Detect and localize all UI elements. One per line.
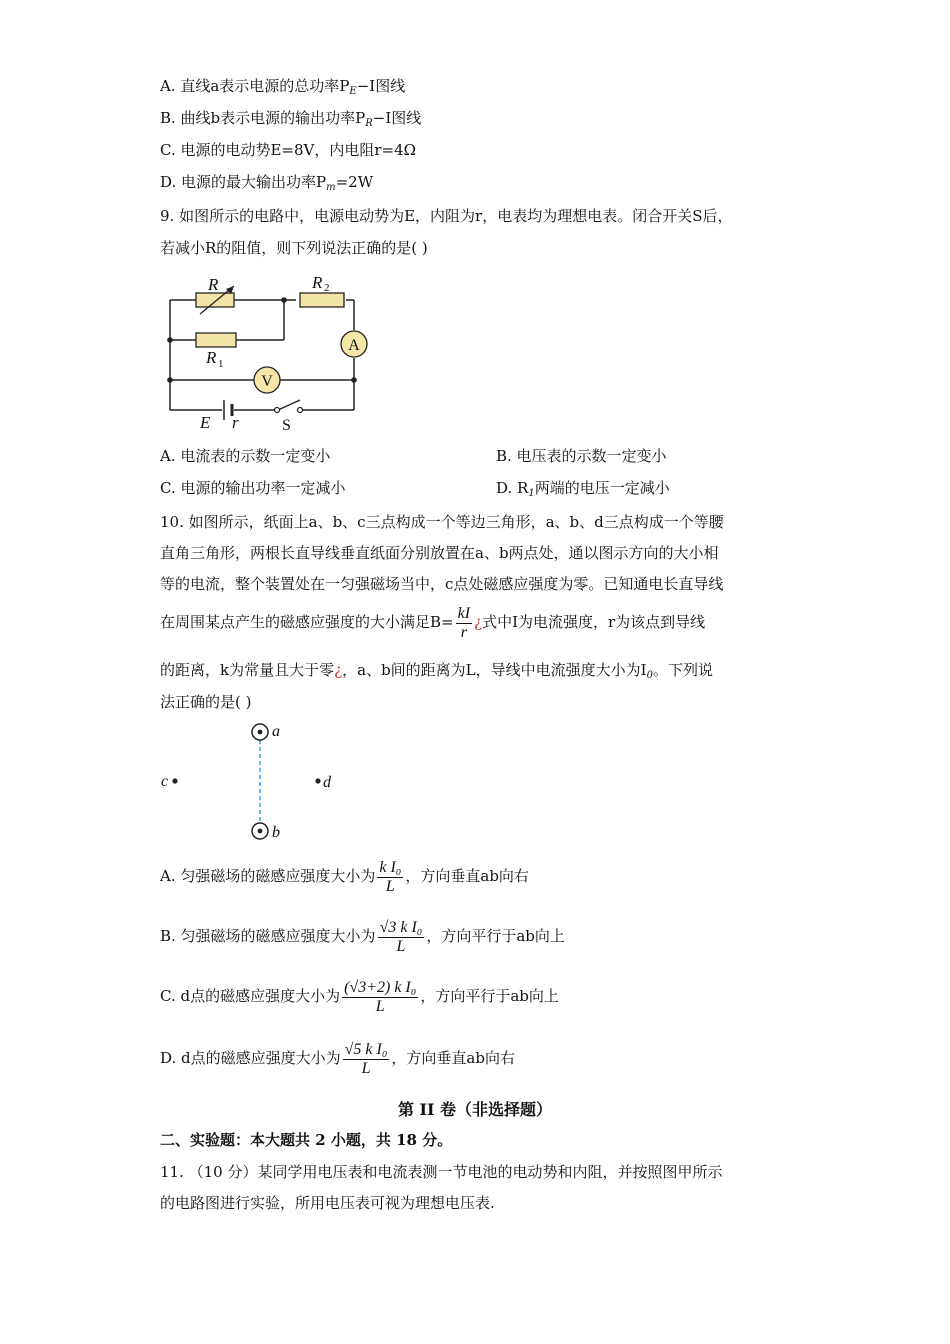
q9-option-d-pre: D. R [496,479,529,497]
q9-stem-line1: 9. 如图所示的电路中，电源电动势为E，内阻为r，电表均为理想电表。闭合开关S后， [160,207,733,225]
q10-line5-pre: 的距离，k为常量且大于零 [160,661,335,679]
q8-option-b-text: B. 曲线b表示电源的输出功率P [160,109,366,127]
q10-line5-sub: 0 [646,670,653,681]
q10-wire-diagram [160,718,360,848]
q10-option-b-pre: B. 匀强磁场的磁感应强度大小为 [160,927,376,945]
q8-option-b-tail: −I图线 [372,109,422,127]
q8-option-b [160,108,421,134]
point-d [315,778,320,783]
q9-circuit-diagram [160,268,370,433]
formula-denominator: r [460,623,467,641]
label-r1: R [206,348,217,367]
q10-stem-line5 [160,660,713,686]
q9-stem-line2: 若减小R的阻值，则下列说法正确的是( ) [160,239,428,257]
q10-option-b-denominator: L [396,937,406,955]
q10-option-a-fraction [377,859,403,896]
q10-option-a [160,852,529,900]
q11-stem-line2: 的电路图进行实验，所用电压表可视为理想电压表. [160,1194,495,1212]
q9-option-d-tail: 两端的电压一定减小 [534,479,670,497]
q10-line4-tail: 式中I为电流强度，r为该点到导线 [482,613,706,631]
label-r-internal: r [232,413,239,432]
q10-option-c-fraction [342,979,418,1016]
q8-option-a-tail: −I图线 [356,77,406,95]
q10-option-a-tail: ，方向垂直ab向右 [405,867,529,885]
q9-option-d-sub: 1 [528,488,535,499]
q8-option-d [160,172,373,198]
q10-option-c-tail: ，方向平行于ab向上 [420,987,559,1005]
resistor-r1 [196,333,236,347]
q10-line5-odd-glyph: ¿ [334,661,343,679]
q9-option-c: C. 电源的输出功率一定减小 [160,479,346,497]
resistor-r2 [300,293,344,307]
q10-option-b [160,912,565,960]
q11-stem-line1: 11. （10 分）某同学用电压表和电流表测一节电池的电动势和内阻，并按照图甲所示 [160,1163,723,1181]
q8-option-d-sub: m [326,182,336,193]
q8-option-a [160,76,405,102]
label-s: S [282,417,291,433]
q10-line4-odd-glyph: ¿ [474,613,483,631]
q8-option-b-sub: R [365,118,373,129]
q10-stem-line4 [160,604,705,642]
q10-option-c-denominator: L [375,997,385,1015]
q10-option-c-numerator: (√3+2) k I₀ [344,978,417,996]
q10-option-d-denominator: L [361,1059,371,1077]
q10-option-a-numerator: k I₀ [379,858,402,876]
label-r1-sub: 1 [218,358,224,370]
label-r2-sub: 2 [324,282,330,294]
q10-option-b-fraction [378,919,425,956]
q10-option-d-fraction [343,1041,390,1078]
label-r: R [208,275,219,294]
ammeter-label: A [348,337,360,354]
q10-option-d-numerator: √5 k I₀ [344,1040,388,1058]
point-c [172,778,177,783]
label-c: c [161,773,169,790]
q8-option-c-text: C. 电源的电动势E=8V，内电阻r=4Ω [160,141,417,159]
q10-stem-line3: 等的电流，整个装置处在一匀强磁场当中，c点处磁感应强度为零。已知通电长直导线 [160,575,724,593]
q8-option-d-text: D. 电源的最大输出功率P [160,173,327,191]
q10-option-d-tail: ，方向垂直ab向右 [391,1049,515,1067]
q10-option-c-pre: C. d点的磁感应强度大小为 [160,987,341,1005]
label-d: d [323,774,331,791]
q9-option-a: A. 电流表的示数一定变小 [160,447,331,465]
q10-line4-pre: 在周围某点产生的磁感应强度的大小满足B= [160,613,454,631]
q10-option-c [160,972,559,1020]
formula-fraction [456,605,472,642]
section-2-heading: 二、实验题：本大题共 2 小题，共 18 分。 [160,1131,453,1149]
q8-option-c [160,140,416,160]
q8-option-a-sub: E [349,86,357,97]
formula-numerator: kI [457,604,471,622]
voltmeter-label: V [261,373,273,390]
q10-option-b-numerator: √3 k I₀ [379,918,423,936]
q10-option-d [160,1034,515,1082]
q9-option-b: B. 电压表的示数一定变小 [496,447,667,465]
q10-option-b-tail: ，方向平行于ab向上 [426,927,565,945]
q10-line5-end: 。下列说 [652,661,713,679]
resistor-r [196,293,234,307]
volume-ii-title: 第 II 卷（非选择题） [397,1100,553,1119]
label-a: a [272,723,280,740]
q10-stem-line6: 法正确的是( ) [160,693,252,711]
label-r2: R [312,273,323,292]
q10-option-d-pre: D. d点的磁感应强度大小为 [160,1049,341,1067]
q8-option-a-text: A. 直线a表示电源的总功率P [160,77,350,95]
q10-line5-tail: ，a、b间的距离为L，导线中电流强度大小为I [342,661,647,679]
q10-stem-line1: 10. 如图所示，纸面上a、b、c三点构成一个等边三角形，a、b、d三点构成一个等腰 [160,513,724,531]
q8-option-d-tail: =2W [335,173,374,191]
q9-option-d [496,478,670,504]
q10-stem-line2: 直角三角形，两根长直导线垂直纸面分别放置在a、b两点处，通以图示方向的大小相 [160,544,719,562]
label-b: b [272,824,280,841]
q10-option-a-denominator: L [385,877,395,895]
q10-option-a-pre: A. 匀强磁场的磁感应强度大小为 [160,867,376,885]
label-e: E [200,413,211,432]
